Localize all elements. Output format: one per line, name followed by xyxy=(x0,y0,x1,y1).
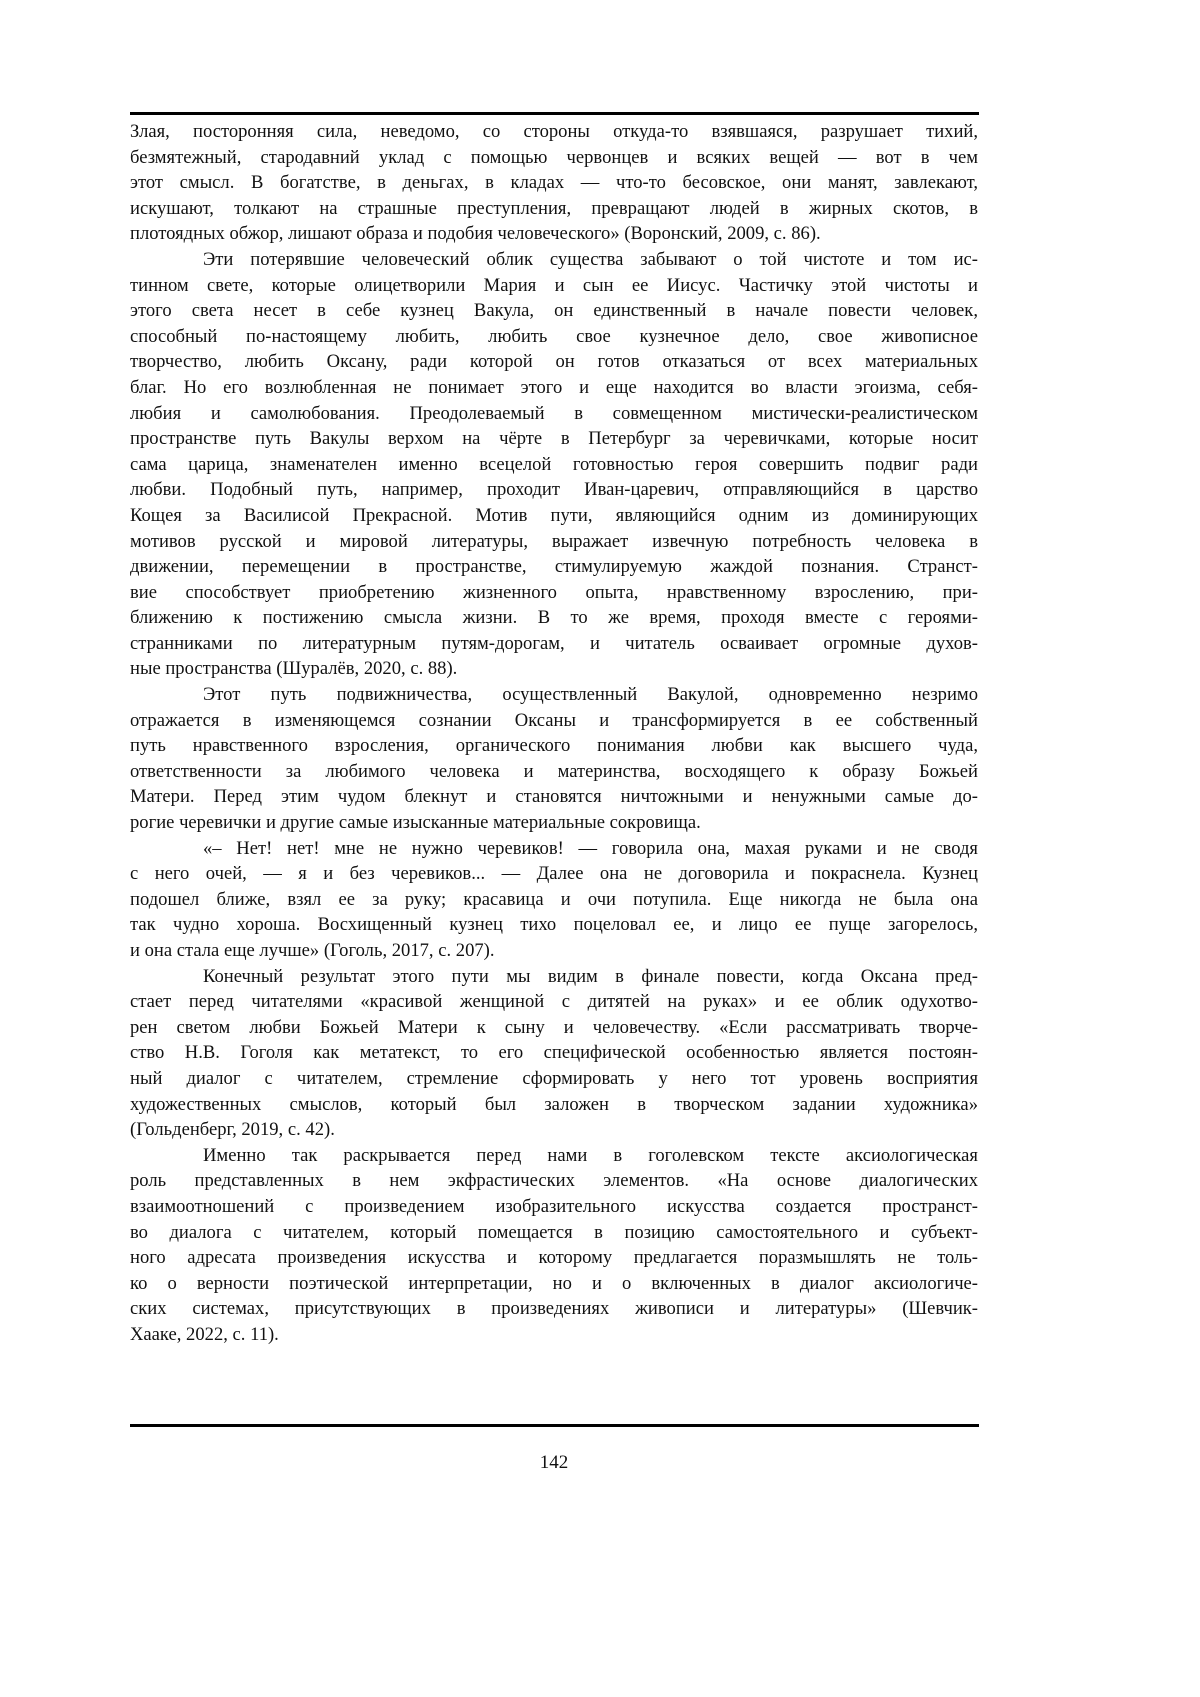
text-line: с него очей, — я и без черевиков... — Далее она не договорила и покраснела. Кузнец xyxy=(130,863,978,885)
paragraph xyxy=(130,964,978,1143)
text-line: благ. Но его возлюбленная не понимает этого и еще находится во власти эгоизма, себя- xyxy=(130,376,978,398)
text-line: «– Нет! нет! мне не нужно черевиков! — говорила она, махая руками и не сводя xyxy=(203,837,978,859)
paragraph xyxy=(130,1143,978,1348)
text-line: творчество, любить Оксану, ради которой он готов отказаться от всех материальных xyxy=(130,351,978,373)
text-line: Злая, посторонняя сила, неведомо, со стороны откуда-то взявшаяся, разрушает тихий, xyxy=(130,121,978,142)
text-line: способный по-настоящему любить, любить свое кузнечное дело, свое живописное xyxy=(130,325,978,347)
text-line: Матери. Перед этим чудом блекнут и становятся ничтожными и ненужными самые до- xyxy=(130,786,978,808)
paragraph xyxy=(130,682,978,836)
text-line: Кощея за Василисой Прекрасной. Мотив пути, являющийся одним из доминирующих xyxy=(130,504,978,526)
text-line: ные пространства (Шуралёв, 2020, с. 88). xyxy=(130,658,458,680)
text-line: безмятежный, стародавний уклад с помощью червонцев и всяких вещей — вот в чем xyxy=(130,146,978,168)
footer-rule xyxy=(130,1424,979,1427)
paragraph xyxy=(130,119,978,247)
text-line: Эти потерявшие человеческий облик существа забывают о той чистоте и том ис- xyxy=(203,248,978,270)
text-line: этот смысл. В богатстве, в деньгах, в кладах — что-то бесовское, они манят, завлекают, xyxy=(130,172,978,194)
text-line: стает перед читателями «красивой женщиной с дитятей на руках» и ее облик одухотво- xyxy=(130,991,978,1013)
body-text xyxy=(130,119,978,1348)
text-line: Конечный результат этого пути мы видим в финале повести, когда Оксана пред- xyxy=(203,965,978,987)
text-line: странниками по литературным путям-дорогам, и читатель осваивает огромные духов- xyxy=(130,632,978,654)
text-line: пространстве путь Вакулы верхом на чёрте в Петербург за черевичками, которые носит xyxy=(130,428,978,450)
text-line: подошел ближе, взял ее за руку; красавица и очи потупила. Еще никогда не была она xyxy=(130,888,978,910)
text-line: путь нравственного взросления, органического понимания любви как высшего чуда, xyxy=(130,735,978,757)
text-line: Именно так раскрывается перед нами в гоголевском тексте аксиологическая xyxy=(203,1144,978,1166)
text-line: Хааке, 2022, с. 11). xyxy=(130,1323,279,1345)
paragraph xyxy=(130,836,978,964)
text-line: Этот путь подвижничества, осуществленный Вакулой, одновременно незримо xyxy=(203,684,978,706)
text-line: рогие черевички и другие самые изысканные материальные сокровища. xyxy=(130,812,701,834)
text-line: художественных смыслов, который был заложен в творческом задании художника» xyxy=(130,1093,978,1115)
paragraph xyxy=(130,247,978,682)
text-line: роль представленных в нем экфрастических элементов. «На основе диалогических xyxy=(130,1170,978,1192)
text-line: ближению к постижению смысла жизни. В то же время, проходя вместе с героями- xyxy=(130,607,978,629)
text-line: так чудно хороша. Восхищенный кузнец тихо поцеловал ее, и лицо ее пуще загорелось, xyxy=(130,914,978,936)
text-line: плотоядных обжор, лишают образа и подобия человеческого» (Воронский, 2009, с. 86). xyxy=(130,223,821,245)
text-line: ного адресата произведения искусства и которому предлагается поразмышлять не толь- xyxy=(130,1247,978,1269)
text-line: любия и самолюбования. Преодолеваемый в совмещенном мистически-реалистическом xyxy=(130,402,978,424)
text-line: отражается в изменяющемся сознании Оксаны и трансформируется в ее собственный xyxy=(130,709,978,731)
text-line: ответственности за любимого человека и материнства, восходящего к образу Божьей xyxy=(130,760,978,782)
text-line: взаимоотношений с произведением изобразительного искусства создается пространст- xyxy=(130,1195,978,1217)
text-line: ный диалог с читателем, стремление сформировать у него тот уровень восприятия xyxy=(130,1067,978,1089)
text-line: вие способствует приобретению жизненного опыта, нравственному взрослению, при- xyxy=(130,581,978,603)
text-line: во диалога с читателем, который помещается в позицию самостоятельного и субъект- xyxy=(130,1221,978,1243)
header-rule xyxy=(130,112,979,115)
text-line: и она стала еще лучше» (Гоголь, 2017, с. 207). xyxy=(130,940,495,961)
text-line: (Гольденберг, 2019, с. 42). xyxy=(130,1119,335,1141)
text-line: искушают, толкают на страшные преступления, превращают людей в жирных скотов, в xyxy=(130,197,978,219)
text-line: любви. Подобный путь, например, проходит Иван-царевич, отправляющийся в царство xyxy=(130,479,978,501)
text-line: мотивов русской и мировой литературы, выражает извечную потребность человека в xyxy=(130,530,978,552)
text-line: сама царица, знаменателен именно всецелой готовностью героя совершить подвиг ради xyxy=(130,453,978,475)
text-line: тинном свете, которые олицетворили Мария и сын ее Иисус. Частичку этой чистоты и xyxy=(130,274,978,296)
text-line: движении, перемещении в пространстве, стимулируемую жаждой познания. Странст- xyxy=(130,556,978,578)
text-line: этого света несет в себе кузнец Вакула, он единственный в начале повести человек, xyxy=(130,300,978,322)
text-line: ство Н.В. Гоголя как метатекст, то его специфической особенностью является постоян- xyxy=(130,1042,978,1064)
text-line: рен светом любви Божьей Матери к сыну и человечеству. «Если рассматривать творче- xyxy=(130,1016,978,1038)
page-number: 142 xyxy=(539,1452,569,1473)
text-line: ских системах, присутствующих в произведениях живописи и литературы» (Шевчик- xyxy=(130,1298,978,1320)
text-line: ко о верности поэтической интерпретации, но и о включенных в диалог аксиологиче- xyxy=(130,1272,978,1294)
